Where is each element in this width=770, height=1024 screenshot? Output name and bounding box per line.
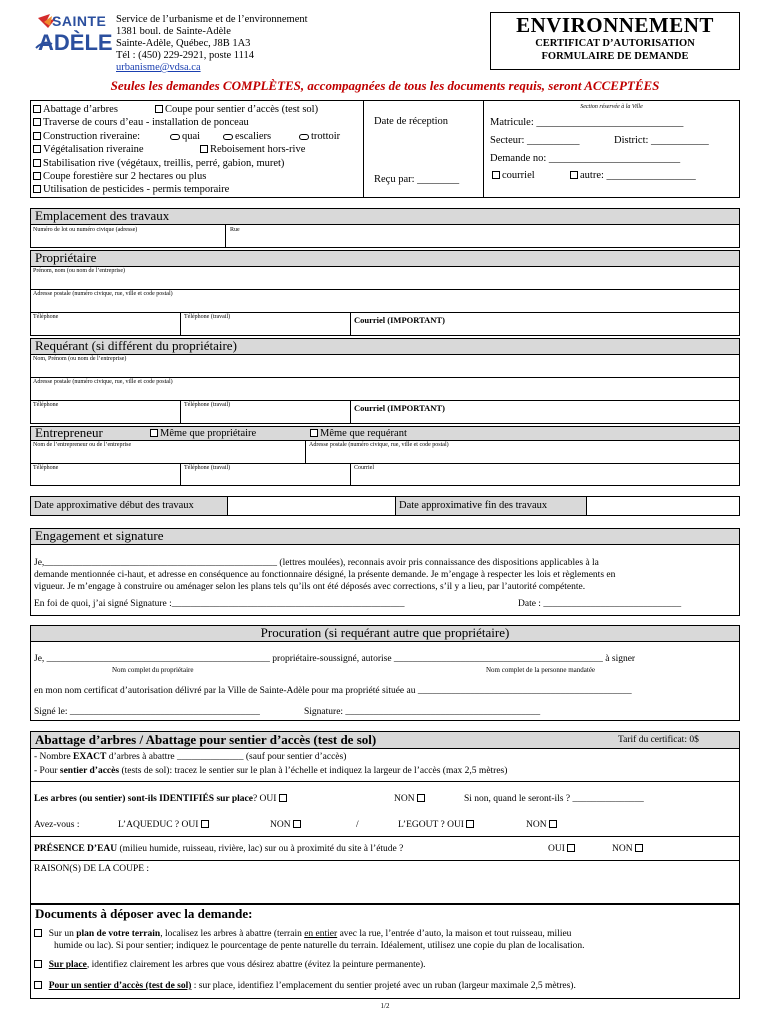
rue-label: Rue [230,227,240,233]
requerant-tel-work-label: Téléphone (travail) [184,402,231,408]
form-subtitle-2: FORMULAIRE DE DEMANDE [541,51,689,62]
procuration-title: Procuration (si requérant autre que propriétaire) [260,625,510,640]
engagement-title: Engagement et signature [35,528,164,543]
coupe-forestiere-checkbox[interactable] [33,172,41,180]
entrepreneur-tel-work-label: Téléphone (travail) [184,465,231,471]
presence-eau-oui-checkbox[interactable] [567,844,575,852]
service-address-1: 1381 boul. de Sainte-Adèle [116,26,231,37]
matricule-field[interactable]: Matricule: ____________________________ [490,117,684,128]
egout-oui-option[interactable]: L’EGOUT ? OUI [398,820,476,830]
abattage-bullet-2: - Pour sentier d’accès (tests de sol): tracez le sentier sur le plan à l’échelle et indiquez la largeur de l’accès (max 2,5 mètres) [34,766,508,776]
completeness-banner: Seules les demandes COMPLÈTES, accompagnées de tous les documents requis, seront ACCEPTÉES [110,78,660,93]
same-as-requerant-checkbox[interactable] [310,429,318,437]
presence-eau-question: PRÉSENCE D’EAU (milieu humide, ruisseau, rivière, lac) sur ou à proximité du site à l’étude ? [34,844,404,854]
quai-checkbox[interactable] [170,134,180,140]
proprietaire-tel-work-label: Téléphone (travail) [184,314,231,320]
reception-date-label: Date de réception [374,116,449,127]
secteur-field[interactable]: Secteur: __________ [490,135,580,146]
documents-title: Documents à déposer avec la demande: [35,906,253,921]
end-date-label: Date approximative fin des travaux [399,500,548,511]
traverse-checkbox[interactable] [33,118,41,126]
aqueduc-oui-option[interactable]: L’AQUEDUC ? OUI [118,820,211,830]
demande-no-field[interactable]: Demande no: _________________________ [490,153,681,164]
presence-eau-non-option[interactable]: NON [612,844,645,854]
avez-vous-label: Avez-vous : [34,820,80,830]
tarif-label: Tarif du certificat: 0$ [618,735,699,745]
aqueduc-oui-checkbox[interactable] [201,820,209,828]
courriel-option[interactable]: courriel [492,170,535,181]
proprietaire-address-label: Adresse postale (numéro civique, rue, ville et code postal) [33,291,173,297]
lot-number-label: Numéro de lot ou numéro civique (adresse) [33,227,138,233]
coupe-sentier-checkbox[interactable] [155,105,163,113]
entrepreneur-tel-label: Téléphone [33,465,59,471]
emplacement-title: Emplacement des travaux [35,208,170,223]
document-3-checkbox[interactable] [34,981,42,989]
presence-eau-non-checkbox[interactable] [635,844,643,852]
proprietaire-email-label: Courriel (IMPORTANT) [354,315,445,325]
form-title: ENVIRONNEMENT [516,13,714,37]
entrepreneur-email-label: Courriel [354,465,374,471]
start-date-label: Date approximative début des travaux [34,500,194,511]
vegetalisation-checkbox[interactable] [33,145,41,153]
entrepreneur-title: Entrepreneur [35,425,103,440]
logo-text-sainte: SAINTE [52,13,107,29]
presence-eau-oui-option[interactable]: OUI [548,844,577,854]
requerant-email-label: Courriel (IMPORTANT) [354,403,445,413]
procuration-line-1[interactable]: Je, _______________________________________________ propriétaire-soussigné, autorise ____________________________________________ à signer [34,654,636,664]
document-1-checkbox[interactable] [34,929,42,937]
requerant-name-label: Nom, Prénom (ou nom de l’entreprise) [33,356,127,362]
entrepreneur-name-label: Nom de l’entrepreneur ou de l’entreprise [33,442,132,448]
service-address-2: Sainte-Adèle, Québec, J8B 1A3 [116,38,251,49]
abattage-title: Abattage d’arbres / Abattage pour sentier d’accès (test de sol) [35,732,377,747]
city-section-title: Section réservée à la Ville [580,104,643,110]
engagement-text: Je,_________________________________________________ (lettres moulées), reconnais avoir pris connaissance des dispositions applicables à la demande mentionnée ci-haut, et adresse en conséquence au fonctionnaire désigné, la présente demande. Je m’engage à respecter les lois et règlements en vigueur. Je m’engage à construire ou aménager selon les plans tels qu’ils ont été déposés avec corrections, s’il y a lieu, par l’autorité compétente. [34,558,616,592]
identified-non-option[interactable]: NON [394,794,427,804]
courriel-checkbox[interactable] [492,171,500,179]
identified-question: Les arbres (ou sentier) sont-ils IDENTIFIÉS sur place? OUI [34,794,289,804]
abattage-checkbox[interactable] [33,105,41,113]
stabilisation-checkbox[interactable] [33,159,41,167]
service-phone: Tél : (450) 229-2921, poste 1114 [116,50,255,61]
proprietaire-fields [30,266,740,336]
autre-option[interactable]: autre: _________________ [570,170,696,181]
reboisement-checkbox[interactable] [200,145,208,153]
entrepreneur-address-label: Adresse postale (numéro civique, rue, ville et code postal) [309,442,449,448]
identified-oui-checkbox[interactable] [279,794,287,802]
proprietaire-tel-label: Téléphone [33,314,59,320]
work-type-list: Abattage d’arbres Coupe pour sentier d’accès (test sol) Traverse de cours d’eau - installation de ponceau Construction riveraine: quai escaliers trottoir Végétalisation riveraine Reboisement hors-rive Stabilisation rive (végétaux, treillis, perré, gabion, muret) Coupe forestière sur 2 hectares ou plus Utilisation de pesticides - permis temporaire [33,103,363,197]
aqueduc-non-option[interactable]: NON [270,820,303,830]
trottoir-checkbox[interactable] [299,134,309,140]
identified-non-checkbox[interactable] [417,794,425,802]
requerant-fields [30,354,740,424]
document-item-3: Pour un sentier d’accès (test de sol) : sur place, identifiez l’emplacement du sentier projeté avec un ruban (largeur maximale 2,5 mètres). [34,981,576,991]
same-as-owner-checkbox[interactable] [150,429,158,437]
service-name: Service de l’urbanisme et de l’environnement [116,14,308,25]
same-as-requerant-option[interactable]: Même que requérant [310,428,407,439]
raisons-coupe-label: RAISON(S) DE LA COUPE : [34,864,150,874]
document-2-checkbox[interactable] [34,960,42,968]
engagement-date-line[interactable]: Date : _____________________________ [518,599,682,609]
procuration-line-2[interactable]: en mon nom certificat d’autorisation délivré par la Ville de Sainte-Adèle pour ma propriété située au _____________________________________________ [34,686,632,696]
mandate-name-caption: Nom complet de la personne mandatée [486,666,596,674]
egout-non-option[interactable]: NON [526,820,559,830]
autre-checkbox[interactable] [570,171,578,179]
abattage-bullet-1[interactable]: - Nombre EXACT d’arbres à abattre ______________ (sauf pour sentier d’accès) [34,752,347,762]
requerant-title: Requérant (si différent du propriétaire) [35,338,237,353]
document-item-2: Sur place, identifiez clairement les arbres que vous désirez abattre (évitez la peinture permanente). [34,960,426,970]
same-as-owner-option[interactable]: Même que propriétaire [150,428,256,439]
proprietaire-header [30,250,740,267]
construction-checkbox[interactable] [33,132,41,140]
engagement-signature-line[interactable]: En foi de quoi, j’ai signé Signature :_________________________________________________ [34,599,405,609]
egout-non-checkbox[interactable] [549,820,557,828]
procuration-signature-line[interactable]: Signature: _________________________________________ [304,707,541,717]
service-email-link[interactable]: urbanisme@vdsa.ca [116,62,201,73]
escaliers-checkbox[interactable] [223,134,233,140]
egout-oui-checkbox[interactable] [466,820,474,828]
proprietaire-name-label: Prénom, nom (ou nom de l’entreprise) [33,268,125,274]
form-subtitle-1: CERTIFICAT D’AUTORISATION [535,38,695,49]
signe-le-line[interactable]: Signé le: ________________________________________ [34,707,260,717]
page-number: 1/2 [380,1002,390,1010]
document-item-1: Sur un plan de votre terrain, localisez les arbres à abattre (terrain en entier avec la rue, l’entrée d’auto, la maison et tout ruisseau, milieu humide ou lac). Si pour sentier; indiquez le pourcentage de pente naturelle du terrain. Idéalement, utilisez une copie du plan de localisation. [34,928,585,952]
requerant-address-label: Adresse postale (numéro civique, rue, ville et code postal) [33,379,173,385]
recu-par-field[interactable]: Reçu par: ________ [374,174,460,185]
identified-followup[interactable]: Si non, quand le seront-ils ? _______________ [464,794,644,804]
pesticides-checkbox[interactable] [33,185,41,193]
slash-separator: / [356,820,359,830]
owner-name-caption: Nom complet du propriétaire [112,666,194,674]
aqueduc-non-checkbox[interactable] [293,820,301,828]
logo-text-adele: ADÈLE [38,30,113,55]
requerant-tel-label: Téléphone [33,402,59,408]
proprietaire-title: Propriétaire [35,250,97,265]
district-field[interactable]: District: ___________ [614,135,709,146]
